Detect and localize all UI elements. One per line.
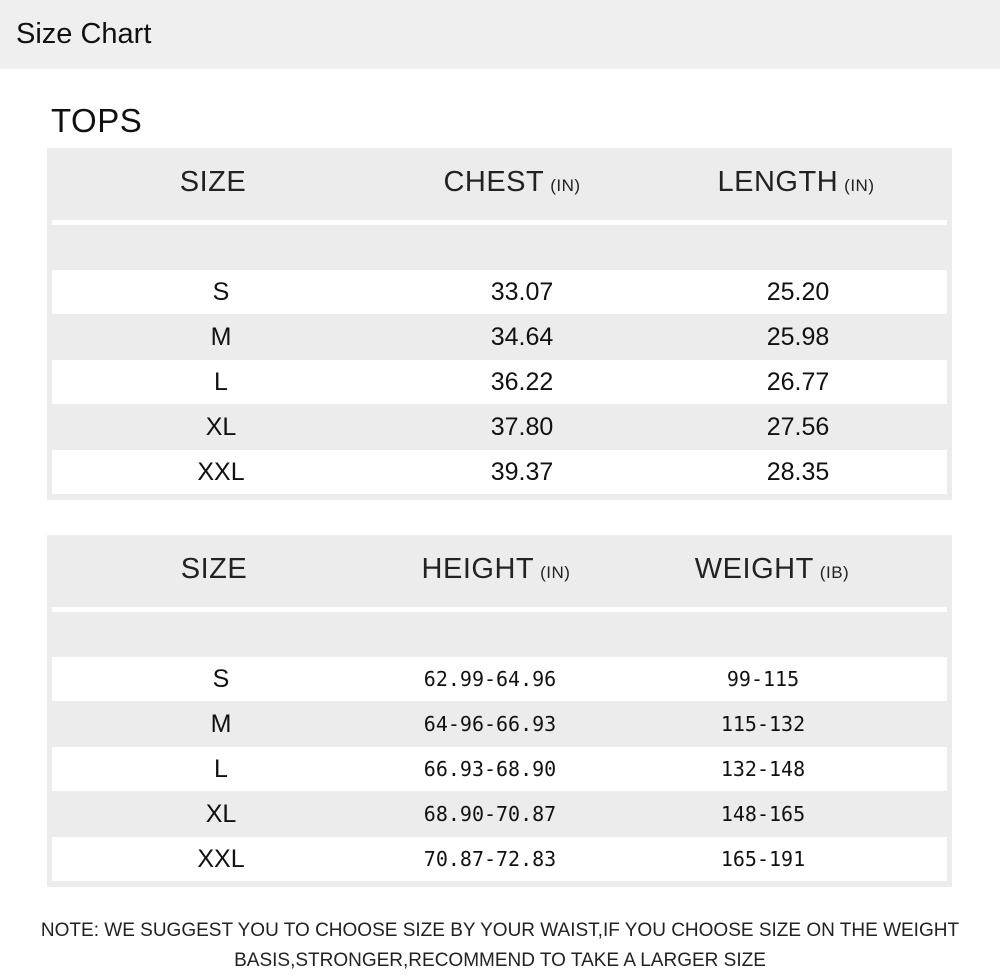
table-row: [52, 405, 947, 449]
size-cell: XL: [205, 413, 237, 441]
column-unit: (IN): [550, 176, 581, 195]
length-cell: 25.98: [766, 323, 830, 351]
table-row: [52, 270, 947, 314]
column-header-length: LENGTH (IN): [717, 166, 875, 198]
title-bar: [0, 0, 1000, 69]
size-cell: XL: [205, 800, 237, 828]
height-cell: 66.93-68.90: [423, 757, 557, 781]
size-table-height-weight: [47, 535, 952, 887]
column-header-weight: WEIGHT (IB): [694, 553, 850, 585]
table-row: [52, 657, 947, 701]
section-title: TOPS: [51, 102, 143, 139]
column-header-size: SIZE: [179, 166, 247, 198]
length-cell: 25.20: [766, 278, 830, 306]
size-cell: M: [210, 710, 232, 738]
height-cell: 62.99-64.96: [423, 667, 557, 691]
chest-cell: 34.64: [490, 323, 554, 351]
table-row: [52, 702, 947, 746]
page-title: Size Chart: [16, 18, 152, 50]
height-cell: 68.90-70.87: [423, 802, 557, 826]
chest-cell: 39.37: [490, 458, 554, 486]
column-header-chest: CHEST (IN): [443, 166, 581, 198]
chest-cell: 36.22: [490, 368, 554, 396]
column-unit: (IB): [819, 563, 850, 582]
size-cell: M: [210, 323, 232, 351]
note-line-1: NOTE: WE SUGGEST YOU TO CHOOSE SIZE BY YOUR WAIST,IF YOU CHOOSE SIZE ON THE WEIGHT: [40, 920, 960, 941]
size-cell: XXL: [197, 458, 245, 486]
table-row: [52, 747, 947, 791]
table-row: [52, 360, 947, 404]
column-header-height: HEIGHT (IN): [421, 553, 571, 585]
chest-cell: 37.80: [490, 413, 554, 441]
length-cell: 27.56: [766, 413, 830, 441]
size-cell: S: [212, 278, 230, 306]
table-row: [52, 450, 947, 494]
column-unit: (IN): [540, 563, 571, 582]
size-cell: L: [214, 755, 228, 783]
header-divider: [52, 607, 947, 612]
sizing-note: [20, 916, 980, 976]
note-line-2: BASIS,STRONGER,RECOMMEND TO TAKE A LARGER SIZE: [234, 950, 766, 971]
weight-cell: 99-115: [726, 667, 800, 691]
weight-cell: 148-165: [720, 802, 806, 826]
length-cell: 26.77: [766, 368, 830, 396]
chest-cell: 33.07: [490, 278, 554, 306]
size-cell: S: [212, 665, 230, 693]
header-divider: [52, 220, 947, 225]
weight-cell: 165-191: [720, 847, 806, 871]
size-table-measurements: [47, 148, 952, 500]
table-row: [52, 792, 947, 836]
column-unit: (IN): [844, 176, 875, 195]
size-cell: L: [214, 368, 228, 396]
weight-cell: 132-148: [720, 757, 806, 781]
height-cell: 70.87-72.83: [423, 847, 557, 871]
table-row: [52, 837, 947, 881]
length-cell: 28.35: [766, 458, 830, 486]
table-header: [47, 148, 952, 220]
weight-cell: 115-132: [720, 712, 806, 736]
size-cell: XXL: [197, 845, 245, 873]
table-row: [52, 315, 947, 359]
table-header: [47, 535, 952, 607]
height-cell: 64-96-66.93: [423, 712, 557, 736]
column-header-size: SIZE: [180, 553, 248, 585]
